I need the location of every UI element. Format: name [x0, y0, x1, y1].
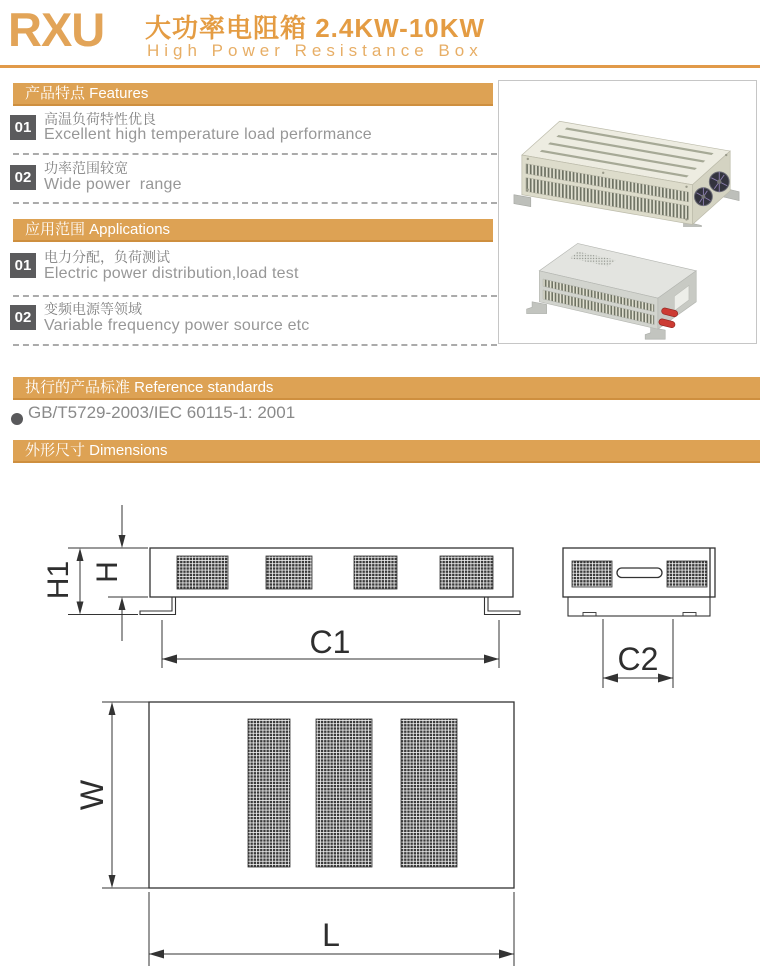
feature-text-cn: 功率范围较宽 [44, 160, 128, 176]
feature-text-cn: 高温负荷特性优良 [44, 111, 156, 127]
bullet-icon [11, 413, 23, 425]
standard-reference: GB/T5729-2003/IEC 60115-1: 2001 [28, 403, 296, 422]
section-banner-applications: 应用范围 Applications [13, 219, 493, 242]
section-banner-dimensions: 外形尺寸 Dimensions [13, 440, 760, 463]
dim-label-c1: C1 [309, 624, 351, 660]
dim-label-l: L [322, 917, 340, 953]
feature-number-badge: 02 [10, 165, 36, 190]
product-photo-fan-box [504, 87, 752, 227]
dashed-divider [13, 295, 497, 297]
brand-logo: RXU [8, 3, 105, 56]
application-text-en: Electric power distribution,load test [44, 265, 299, 282]
application-text-cn: 电力分配，负荷测试 [44, 249, 170, 265]
feature-number-badge: 01 [10, 115, 36, 140]
application-text-en: Variable frequency power source etc [44, 317, 310, 334]
dim-label-c2: C2 [617, 641, 659, 677]
application-number-badge: 01 [10, 253, 36, 278]
page-subtitle: High Power Resistance Box [147, 41, 483, 60]
feature-text-en: Excellent high temperature load performance [44, 126, 372, 143]
front-view-arrows [77, 535, 500, 664]
section-banner-standards: 执行的产品标准 Reference standards [13, 377, 760, 400]
dashed-divider [13, 153, 497, 155]
application-text-cn: 变频电源等领域 [44, 301, 142, 317]
product-photo-panel [498, 80, 757, 344]
dim-label-h: H [91, 561, 124, 583]
top-view-drawing [102, 702, 514, 966]
dim-label-w: W [74, 779, 110, 811]
application-number-badge: 02 [10, 305, 36, 330]
header-divider [0, 65, 760, 68]
dashed-divider [13, 202, 497, 204]
feature-text-en: Wide power range [44, 176, 182, 193]
section-banner-features: 产品特点 Features [13, 83, 493, 106]
front-view-drawing [68, 505, 520, 668]
product-photo-terminal-box [521, 227, 731, 341]
dashed-divider [13, 344, 497, 346]
page-title: 大功率电阻箱 2.4KW-10KW [145, 13, 486, 43]
dimension-drawings [0, 462, 760, 978]
dim-label-h1: H1 [42, 560, 75, 600]
